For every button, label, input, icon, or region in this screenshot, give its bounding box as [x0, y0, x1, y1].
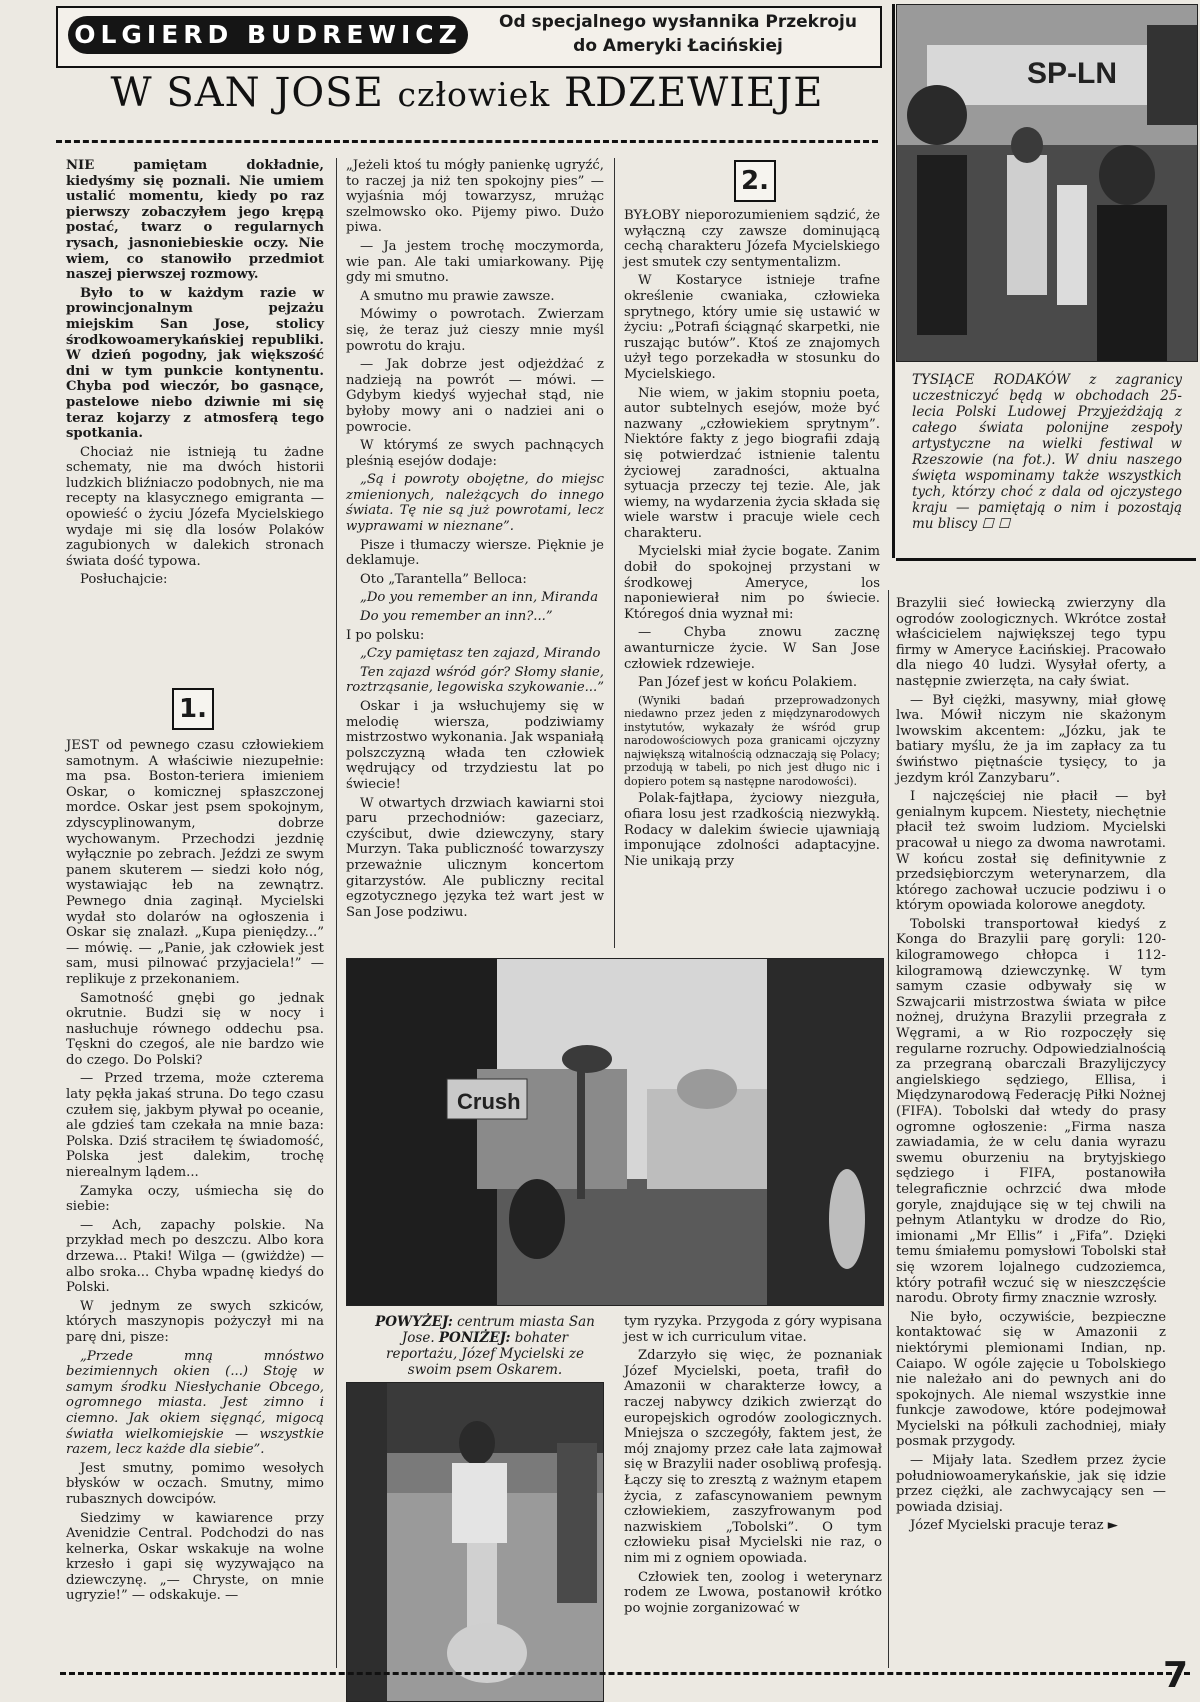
col5-para: Zdarzyło się więc, że poznaniak Józef Mycielski, poeta, trafił do Amazonii w charakterze łowcy, a raczej nabywcy dzikich zwierząt do europejskich ogrodów zoologicznych. Mniejsza o szczegóły, faktem jest, że mój znajomy przez całe lata zajmował się w Brazylii nader osobliwą profesją. Łączy się to zresztą z ważnym etapem życia, z zafascynowaniem pewnym człowiekiem, zaszyfrowanym pod nazwiskiem „Tobolski”. O tym człowieku pisał Mycielski nie raz, o nim mi z ogniem opowiada. [624, 1348, 882, 1566]
photo-mycielski [346, 1382, 604, 1702]
col2-para: — Ja jestem trochę moczymorda, wie pan. Ale taki umiarkowany. Piję gdy mi smutno. [346, 238, 604, 286]
col1b-para: JEST od pewnego czasu człowiekiem samotnym. A właściwie niezupełnie: ma psa. Boston-teriera imieniem Oskar, o komicznej spłaszczonej mordce. Oskar jest psem spokojnym, zdyscyplinowanym, dobrze wychowanym. Przechodzi jezdnię wyłącznie po zebrach. Jeździ ze swym panem skuterem — siedzi koło nóg, wystawiając łeb na zewnątrz. Pewnego dnia zaginął. Mycielski wydał sto dolarów na ogłoszenia i Oskar się znalazł. „Kupa pieniędzy...” — mówię. — „Panie, jak człowiek jest sam, musi pilnować przyjaciela!” — replikuje z przekonaniem. [66, 738, 324, 987]
col2-para: Pisze i tłumaczy wiersze. Pięknie je deklamuje. [346, 537, 604, 569]
photo-bottom-caption-text-1: centrum miasta San Jose. [401, 1314, 595, 1346]
col2-para: — Jak dobrze jest odjeżdżać z nadzieją na powrót — mówi. — Gdybym kiedyś wyjechał stąd, nie byłoby mowy ani o nadziei ani o powrocie. [346, 357, 604, 435]
column-1b [66, 738, 324, 1607]
col1-para: Posłuchajcie: [80, 572, 168, 588]
column-4 [896, 596, 1166, 1537]
headline-part-2: człowiek [397, 75, 551, 114]
col4-para: — Był ciężki, masywny, miał głowę lwa. Mówił niczym nie skażonym lwowskim akcentem: „Józku, jak te batiary myślu, że ja im zapłacy za tu świństwo piętnaście tysięcy, to ja jezdym król Zanzybaru”. [896, 692, 1166, 786]
col4-para: I najczęściej nie płacił — był genialnym kupcem. Niestety, niechętnie płacił też swoim ludziom. Mycielski pracował u niego za dwoma nawrotami. W końcu został się definitywnie z przedsiębiorczym weterynarzem, dla którego zachował uczucie podziwu i o którym opowiada kolorowe anegdoty. [896, 789, 1166, 914]
col2-verse: „Do you remember an inn, Miranda [360, 590, 599, 606]
section-2-number: 2. [734, 160, 776, 202]
col1b-para: Zamyka oczy, uśmiecha się do siebie: [66, 1183, 324, 1215]
photo-festival-frame-left [892, 4, 895, 558]
col3-para: Polak-fajtłapa, życiowy niezguła, ofiara losu jest rzadkością niezwykłą. Rodacy w dalekim świecie ujawniają imponujące zdolności adaptacyjne. Nie unikają przy [624, 791, 880, 869]
col1-para: Chociaż nie istnieją tu żadne schematy, nie ma dwóch historii ludzkich bliźniaczo podobnych, nie ma recepty na klasycznego emigranta — opowieść o życiu Józefa Mycielskiego wydaje mi się dla losów Polaków zagubionych w dalekich stronach świata dość typowa. [66, 444, 324, 569]
col2-para: Mówimy o powrotach. Zwierzam się, że teraz już cieszy mnie myśl powrotu do kraju. [346, 307, 604, 354]
photo-bottom-caption-prefix-2: PONIŻEJ: [438, 1330, 511, 1346]
column-5 [624, 1314, 882, 1619]
col4-para: Józef Mycielski pracuje teraz ► [910, 1518, 1118, 1534]
col1b-para: „Przede mną mnóstwo bezimiennych okien (...) Stoję w samym środku Niesłychanie Obcego, ogromnego miasta. Jest zimno i ciemno. Jak okiem sięgnąć, migocą światła wielkomiejskie — wszystkie razem, lecz każde dla siebie”. [66, 1348, 324, 1458]
col1-para: NIE pamiętam dokładnie, kiedyśmy się poznali. Nie umiem ustalić momentu, kiedy po raz pierwszy zobaczyłem jego krępą postać, twarz o regularnych rysach, jasnoniebieskie oczy. Nie wiem, co stanowiło przedmiot naszej pierwszej rozmowy. [66, 158, 324, 283]
col2-verse: „Czy pamiętasz ten zajazd, Mirando [360, 646, 601, 662]
col2-para: „Jeżeli ktoś tu mógły panienkę ugryźć, to raczej ja niż ten spokojny pies” — wyjaśnia mój towarzysz, mrużąc szelmowsko oko. Pijemy piwo. Dużo piwa. [346, 158, 604, 236]
subtitle [488, 10, 868, 58]
photo-festival [896, 4, 1198, 362]
footer-rule [60, 1672, 1190, 1675]
col1b-para: W jednym ze swych szkiców, których maszynopis pożyczył mi na parę dni, pisze: [66, 1298, 324, 1345]
col1-para: Było to w każdym razie w prowincjonalnym pejzażu miejskim San Jose, stolicy środkowoamerykańskiej republiki. W dzień pogodny, jak większość dni w tym punkcie kontynentu. Chyba pod wieczór, bo gasnące, pastelowe niebo dziwnie mi się teraz kojarzy z atmosferą tego spotkania. [66, 285, 324, 442]
col4-para: Tobolski transportował kiedyś z Konga do Brazylii parę goryli: 120-kilogramowego chłopca i 112-kilogramową dziewczynkę. W tym samym czasie odbywały się w Szwajcarii mistrzostwa świata w piłce nożnej, drużyna Brazylii przegrała z Węgrami, a w Rio rozpoczęły się regularne rozruchy. Odpowiedzialnością za przegraną obarczali Brazylijczycy angielskiego sędziego, Ellisa, i Międzynarodową Federację Piłki Nożnej (FIFA). Tobolski dał wtedy do prasy ogromne ogłoszenie: „Firma nasza zawiadamia, że w celu dania wyrazu swemu oburzeniu na brytyjskiego sędziego i FIFA, postanowiła telegraficznie ochrzcić dwa młode goryle, znajdujące się w tej chwili na pełnym Atlantyku w drodze do Rio, imionami „Mr Ellis” i „Fifa”. Dzięki temu śmiałemu pomysłowi Tobolski stał się wzorem lojalnego cudzoziemca, który potrafił wczuć się w nieszczęście narodu. Obroty firmy znacznie wzrosły. [896, 916, 1166, 1307]
col1b-para: Samotność gnębi go jednak okrutnie. Budzi się w nocy i nasłuchuje równego oddechu psa. Tęskni do czegoś, ale nie bardzo wie do czego. Do Polski? [66, 990, 324, 1068]
col5-para: tym ryzyka. Przygoda z góry wypisana jest w ich curriculum vitae. [624, 1314, 882, 1345]
col2-para: Oto „Tarantella” Belloca: [360, 571, 527, 587]
column-divider-1 [336, 158, 337, 1668]
col3-para: Nie wiem, w jakim stopniu poeta, autor subtelnych esejów, może być nazwany „człowiekiem sprytnym”. Niektóre fakty z jego biografii zdają się potwierdzać istnienie talentu życiowej zaradności, aktualna sytuacja przeczy tej tezie. Ale, jak wiemy, na wydarzenia życia składa się wiele warstw i pracuje wiele cech charakteru. [624, 385, 880, 541]
column-divider-4 [888, 590, 889, 1668]
col1b-para: Siedzimy w kawiarence przy Avenidzie Central. Podchodzi do nas kelnerka, Oskar wskakuje na wolne krzesło i gapi się wyzywająco na dziewczynę. „— Chryste, on mnie ugryzie!” — odskakuje. — [66, 1510, 324, 1604]
col3-note: (Wyniki badań przeprowadzonych niedawno przez jeden z międzynarodowych instytutów, wykazały że wśród grup narodowościowych poza granicami ojczyzny największą witalnością odznaczają się Polacy; przodują w tabeli, po nich jest długo nic i dopiero potem są następne narodowości). [624, 693, 880, 788]
col5-para: Człowiek ten, zoolog i weterynarz rodem ze Lwowa, postanowił krótko po wojnie zorganizować w [624, 1569, 882, 1616]
subtitle-line-1: Od specjalnego wysłannika Przekroju [499, 12, 857, 32]
column-1 [66, 158, 324, 591]
photo-festival-frame-bottom [896, 558, 1196, 561]
col3-para: W Kostaryce istnieje trafne określenie cwaniaka, człowieka sprytnego, który umie się ustawić w życiu: „Potrafi ściągnąć skarpetki, nie ruszając butów”. Ktoś ze znajomych użył tego porzekadła w stosunku do Mycielskiego. [624, 273, 880, 382]
headline-part-1: W SAN JOSE [110, 70, 384, 116]
photo-mycielski-image [347, 1383, 603, 1701]
section-1-number: 1. [172, 688, 214, 730]
photo-bottom-caption-text-2: bohater reportażu, Józef Mycielski ze swoim psem Oskarem. [386, 1330, 584, 1378]
headline-rule [56, 140, 878, 143]
photo-bottom-caption-prefix-1: POWYŻEJ: [375, 1314, 453, 1330]
col4-para: Brazylii sieć łowiecką zwierzyny dla ogrodów zoologicznych. Wkrótce został właścicielem największej tego typu firmy w Ameryce Łacińskiej. Pracowało dla niego 40 ludzi. Wysyłał oferty, a następnie zwierzęta, na cały świat. [896, 596, 1166, 689]
header-box [56, 6, 882, 68]
subtitle-line-2: do Ameryki Łacińskiej [573, 36, 783, 56]
photo-bottom-caption [370, 1314, 600, 1378]
column-3 [624, 208, 880, 872]
photo-festival-image [897, 5, 1197, 361]
col2-para: I po polsku: [346, 627, 425, 643]
col4-para: — Mijały lata. Szedłem przez życie południowoamerykańskie, jak się idzie przez ciężki, ale zachwycający sen — powiada dzisiaj. [896, 1453, 1166, 1515]
col2-para: Oskar i ja wsłuchujemy się w melodię wiersza, podziwiamy mistrzostwo wykonania. Jak wspaniałą polszczyzną włada ten człowiek wędrujący od trzydziestu lat po świecie! [346, 699, 604, 792]
photo-san-jose [346, 958, 884, 1306]
col2-para: W otwartych drzwiach kawiarni stoi paru przechodniów: gazeciarz, czyścibut, dwie dziewczyny, stary Murzyn. Taka publiczność towarzyszy przeważnie ulicznym koncertom gitarzystów. Ale publiczny recital egzotycznego języka też wart jest w San Jose podziwu. [346, 795, 604, 920]
author-name: OLGIERD BUDREWICZ [68, 16, 468, 54]
photo-san-jose-sign: Crush [457, 1089, 521, 1114]
col3-para: — Chyba znowu zacznę awanturnicze życie. W San Jose człowiek rdzewieje. [624, 625, 880, 672]
headline-part-3: RDZEWIEJE [563, 70, 824, 116]
photo-festival-caption: TYSIĄCE RODAKÓW z zagranicy uczestniczyć będą w obchodach 25-lecia Polski Ludowej Przyjeżdżają z całego świata polonijne zespoły artystyczne na wielki festiwal w Rzeszowie (na fot.). W dniu naszego święta wspominamy także wszystkich tych, którzy choć z dala od ojczystego kraju — pamiętają o nim i pozostają mu bliscy ☐ ☐ [912, 372, 1182, 532]
col1b-para: Jest smutny, pomimo wesołych błysków w oczach. Smutny, mimo rubasznych dowcipów. [66, 1460, 324, 1507]
col2-para: W którymś ze swych pachnących pleśnią esejów dodaje: [346, 438, 604, 469]
col3-para: BYŁOBY nieporozumieniem sądzić, że wyłączną czy zawsze dominującą cechą charakteru Józefa Mycielskiego jest smutek czy sentymentalizm. [624, 208, 880, 270]
col2-para: „Są i powroty obojętne, do miejsc zmienionych, należących do innego świata. Tę nie są już powrotami, lecz wyprawami w nieznane”. [346, 472, 604, 535]
col3-para: Pan Józef jest w końcu Polakiem. [638, 675, 858, 691]
col2-verse: Do you remember an inn?...” [360, 609, 553, 625]
col1b-para: — Ach, zapachy polskie. Na przykład mech po deszczu. Albo kora drzewa... Ptaki! Wilga — (gwiżdże) — albo sroka... Chyba wpadnę kiedyś do Polski. [66, 1217, 324, 1296]
photo-festival-aircraft-code: SP-LN [1027, 57, 1117, 90]
headline [56, 70, 878, 116]
col2-verse: Ten zajazd wśród gór? Słomy słanie, roztrząsanie, legowiska szykowanie...” [346, 664, 604, 696]
column-divider-2 [614, 158, 615, 948]
page-number: 7 [1162, 1655, 1188, 1696]
col2-para: A smutno mu prawie zawsze. [360, 288, 555, 304]
col4-para: Nie było, oczywiście, bezpieczne kontaktować się w Amazonii z niektórymi plemionami Indian, np. Caiapo. W ogóle zajęcie u Tobolskiego nie należało ani do pewnych ani do spokojnych. Ale niemal wszystkie inne funkcje zawodowe, które podejmował Mycielski na półkuli zachodniej, miały posmak przygody. [896, 1309, 1166, 1450]
photo-san-jose-image [347, 959, 883, 1305]
column-2 [346, 158, 604, 923]
col1b-para: — Przed trzema, może czterema laty pękła jakaś struna. Do tego czasu czułem się, jakbym pływał po oceanie, ale gdzieś tam czekała na mnie baza: Polska. Dziś straciłem tę świadomość, Polska jest dalekim, trochę nierealnym lądem... [66, 1071, 324, 1181]
col3-para: Mycielski miał życie bogate. Zanim dobił do spokojnej przystani w środkowej Ameryce, los naponiewierał nim po świecie. Któregoś dnia wyznał mi: [624, 544, 880, 622]
